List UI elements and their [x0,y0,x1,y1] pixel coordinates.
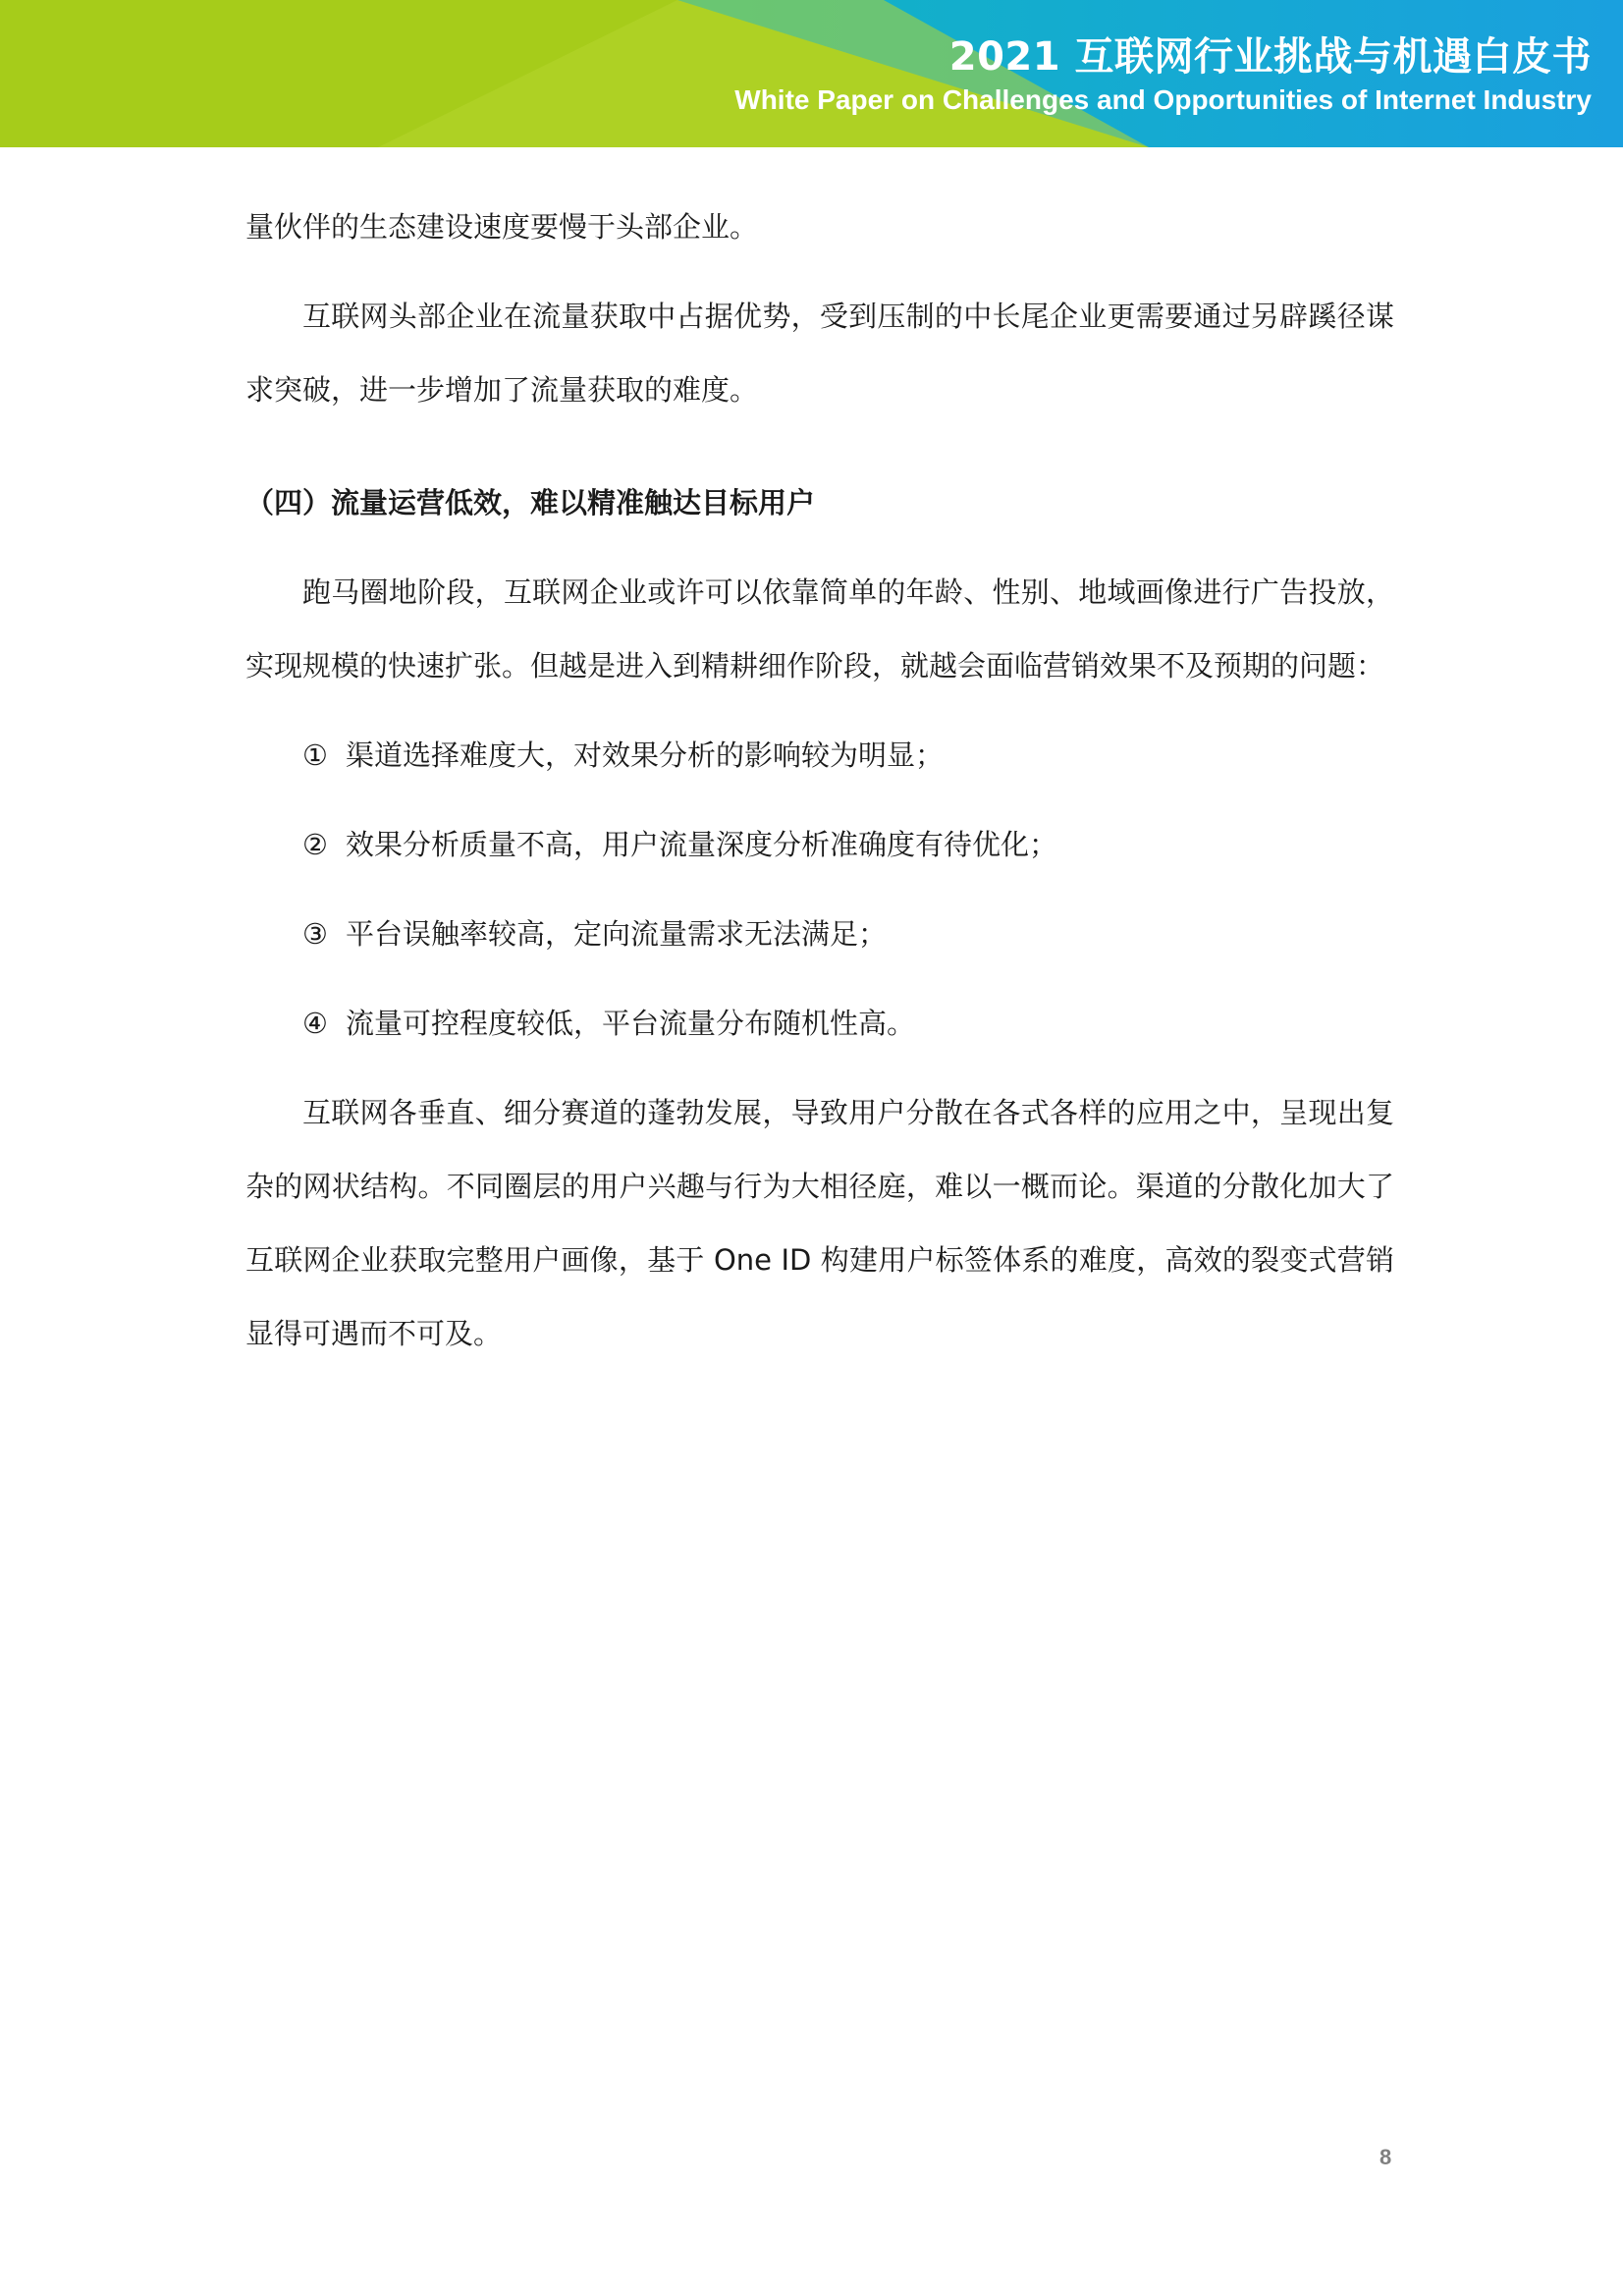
list-item [245,987,1394,1061]
paragraph-head-enterprises: 互联网头部企业在流量获取中占据优势，受到压制的中长尾企业更需要通过另辟蹊径谋求突破，进一步增加了流量获取的难度。 [245,300,1394,407]
list-item [245,808,1394,882]
list-item-text: 效果分析质量不高，用户流量深度分析准确度有待优化； [346,828,1058,861]
list-item-number: ① [302,738,328,772]
list-item-number: ③ [302,917,328,951]
list-item-text: 平台误触率较高，定向流量需求无法满足； [346,917,888,951]
list-item-number: ④ [302,1007,328,1040]
list-item-text: 渠道选择难度大，对效果分析的影响较为明显； [346,738,945,772]
paragraph-continuation: 量伙伴的生态建设速度要慢于头部企业。 [245,210,759,244]
header-title: 2021 互联网行业挑战与机遇白皮书 [948,34,1592,80]
paragraph-user-fragmentation: 互联网各垂直、细分赛道的蓬勃发展，导致用户分散在各式各样的应用之中，呈现出复杂的网状结构。不同圈层的用户兴趣与行为大相径庭，难以一概而论。渠道的分散化加大了互联网企业获取完整用户画像，基于 One ID 构建用户标签体系的难度，高效的裂变式营销显得可遇而不可及。 [245,1096,1394,1350]
page-header [0,0,1623,147]
page-number: 8 [1380,2145,1392,2169]
list-item [245,719,1394,793]
section-heading: （四）流量运营低效，难以精准触达目标用户 [245,486,816,519]
list-item-number: ② [302,828,328,861]
header-subtitle: White Paper on Challenges and Opportunities of Internet Industry [734,84,1592,115]
list-item [245,898,1394,971]
document-body [245,191,1394,1371]
list-item-text: 流量可控程度较低，平台流量分布随机性高。 [346,1007,916,1040]
paragraph-marketing-stage: 跑马圈地阶段，互联网企业或许可以依靠简单的年龄、性别、地域画像进行广告投放，实现规模的快速扩张。但越是进入到精耕细作阶段，就越会面临营销效果不及预期的问题： [245,575,1394,683]
